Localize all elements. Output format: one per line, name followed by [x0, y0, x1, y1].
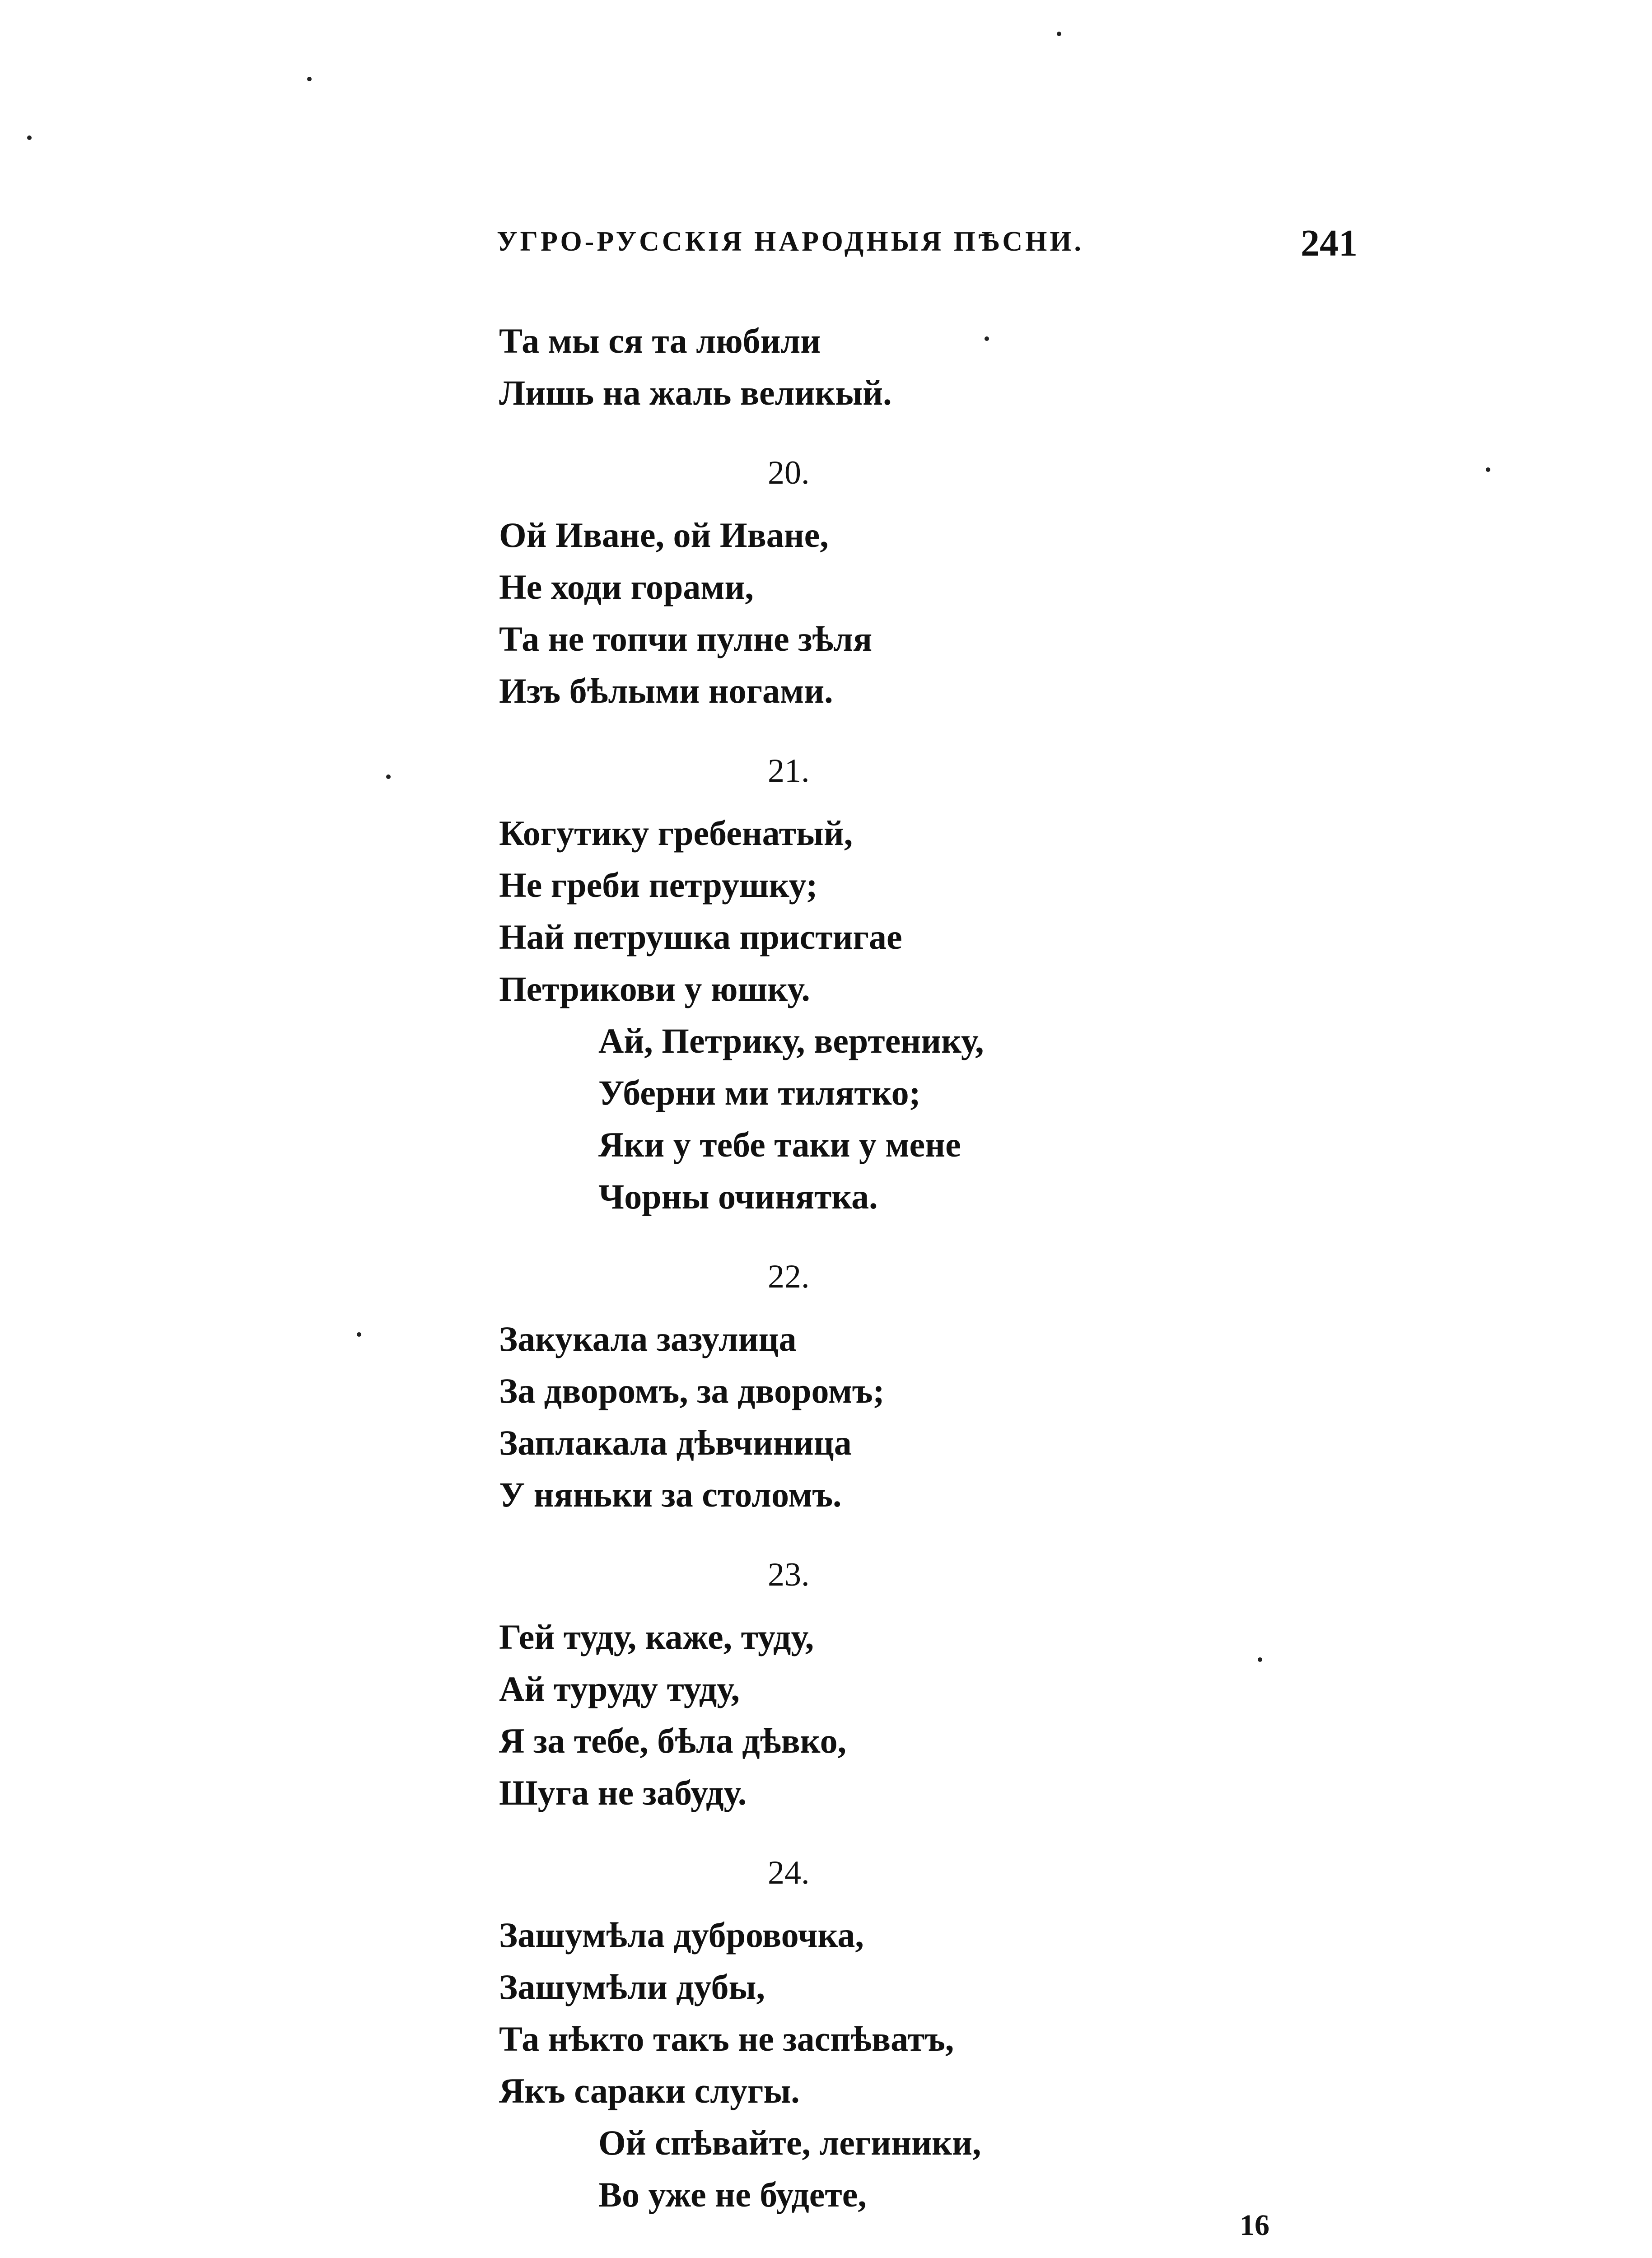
verse-line-indented: Уберни ми тилятко;: [598, 1073, 921, 1112]
song-number: 21.: [768, 752, 810, 789]
song-number: 22.: [768, 1258, 810, 1295]
verse-line: За дворомъ, за дворомъ;: [499, 1371, 885, 1410]
song-number: 23.: [768, 1556, 810, 1593]
scan-speck: [1258, 1657, 1262, 1662]
verse-line: Шуга не забуду.: [499, 1773, 747, 1812]
song-number: 24.: [768, 1854, 810, 1891]
verse-line: Та нѣкто такъ не заспѣватъ,: [499, 2019, 954, 2058]
verse-line: Гей туду, каже, туду,: [499, 1617, 814, 1656]
verse-line: Закукала зазулица: [499, 1319, 797, 1358]
verse-line: Та мы ся та любили: [499, 321, 821, 360]
verse-line: Зашумѣла дубровочка,: [499, 1915, 864, 1955]
verse-line: Ой Иване, ой Иване,: [499, 515, 829, 555]
verse-line: Ай туруду туду,: [499, 1669, 740, 1708]
verse-line: Зашумѣли дубы,: [499, 1967, 765, 2006]
verse-line: Якъ сараки слугы.: [499, 2071, 800, 2110]
signature-mark: 16: [1240, 2209, 1269, 2242]
verse-line-indented: Ой спѣвайте, легиники,: [598, 2123, 981, 2162]
verse-line-indented: Чорны очинятка.: [598, 1177, 878, 1216]
verse-line: Я за тебе, бѣла дѣвко,: [499, 1721, 847, 1760]
verse-line-indented: Яки у тебе таки у мене: [598, 1125, 961, 1164]
scan-speck: [1486, 467, 1490, 472]
running-title: УГРО-РУССКІЯ НАРОДНЫЯ ПѢСНИ.: [497, 226, 1084, 257]
song-number: 20.: [768, 454, 810, 491]
verse-line: Петрикови у юшку.: [499, 969, 810, 1008]
scan-speck: [985, 336, 989, 341]
verse-line: Заплакала дѣвчиница: [499, 1423, 852, 1462]
scan-speck: [357, 1332, 361, 1337]
scan-speck: [27, 135, 32, 140]
verse-line: Най петрушка пристигае: [499, 917, 902, 956]
verse-line: Не ходи горами,: [499, 567, 754, 606]
verse-line: У няньки за столомъ.: [499, 1475, 842, 1514]
verse-line-indented: Ай, Петрику, вертенику,: [598, 1021, 984, 1060]
verse-line: Когутику гребенатый,: [499, 813, 853, 853]
scan-speck: [386, 774, 391, 779]
verse-line: Не греби петрушку;: [499, 865, 818, 905]
verse-line: Изъ бѣлыми ногами.: [499, 671, 833, 710]
verse-line: Та не топчи пулне зѣля: [499, 619, 873, 658]
scan-speck: [1057, 32, 1061, 36]
scan-speck: [307, 77, 312, 81]
page-number: 241: [1301, 222, 1358, 264]
verse-line: Лишь на жаль великый.: [499, 373, 892, 412]
verse-line-indented: Во уже не будете,: [598, 2175, 867, 2214]
